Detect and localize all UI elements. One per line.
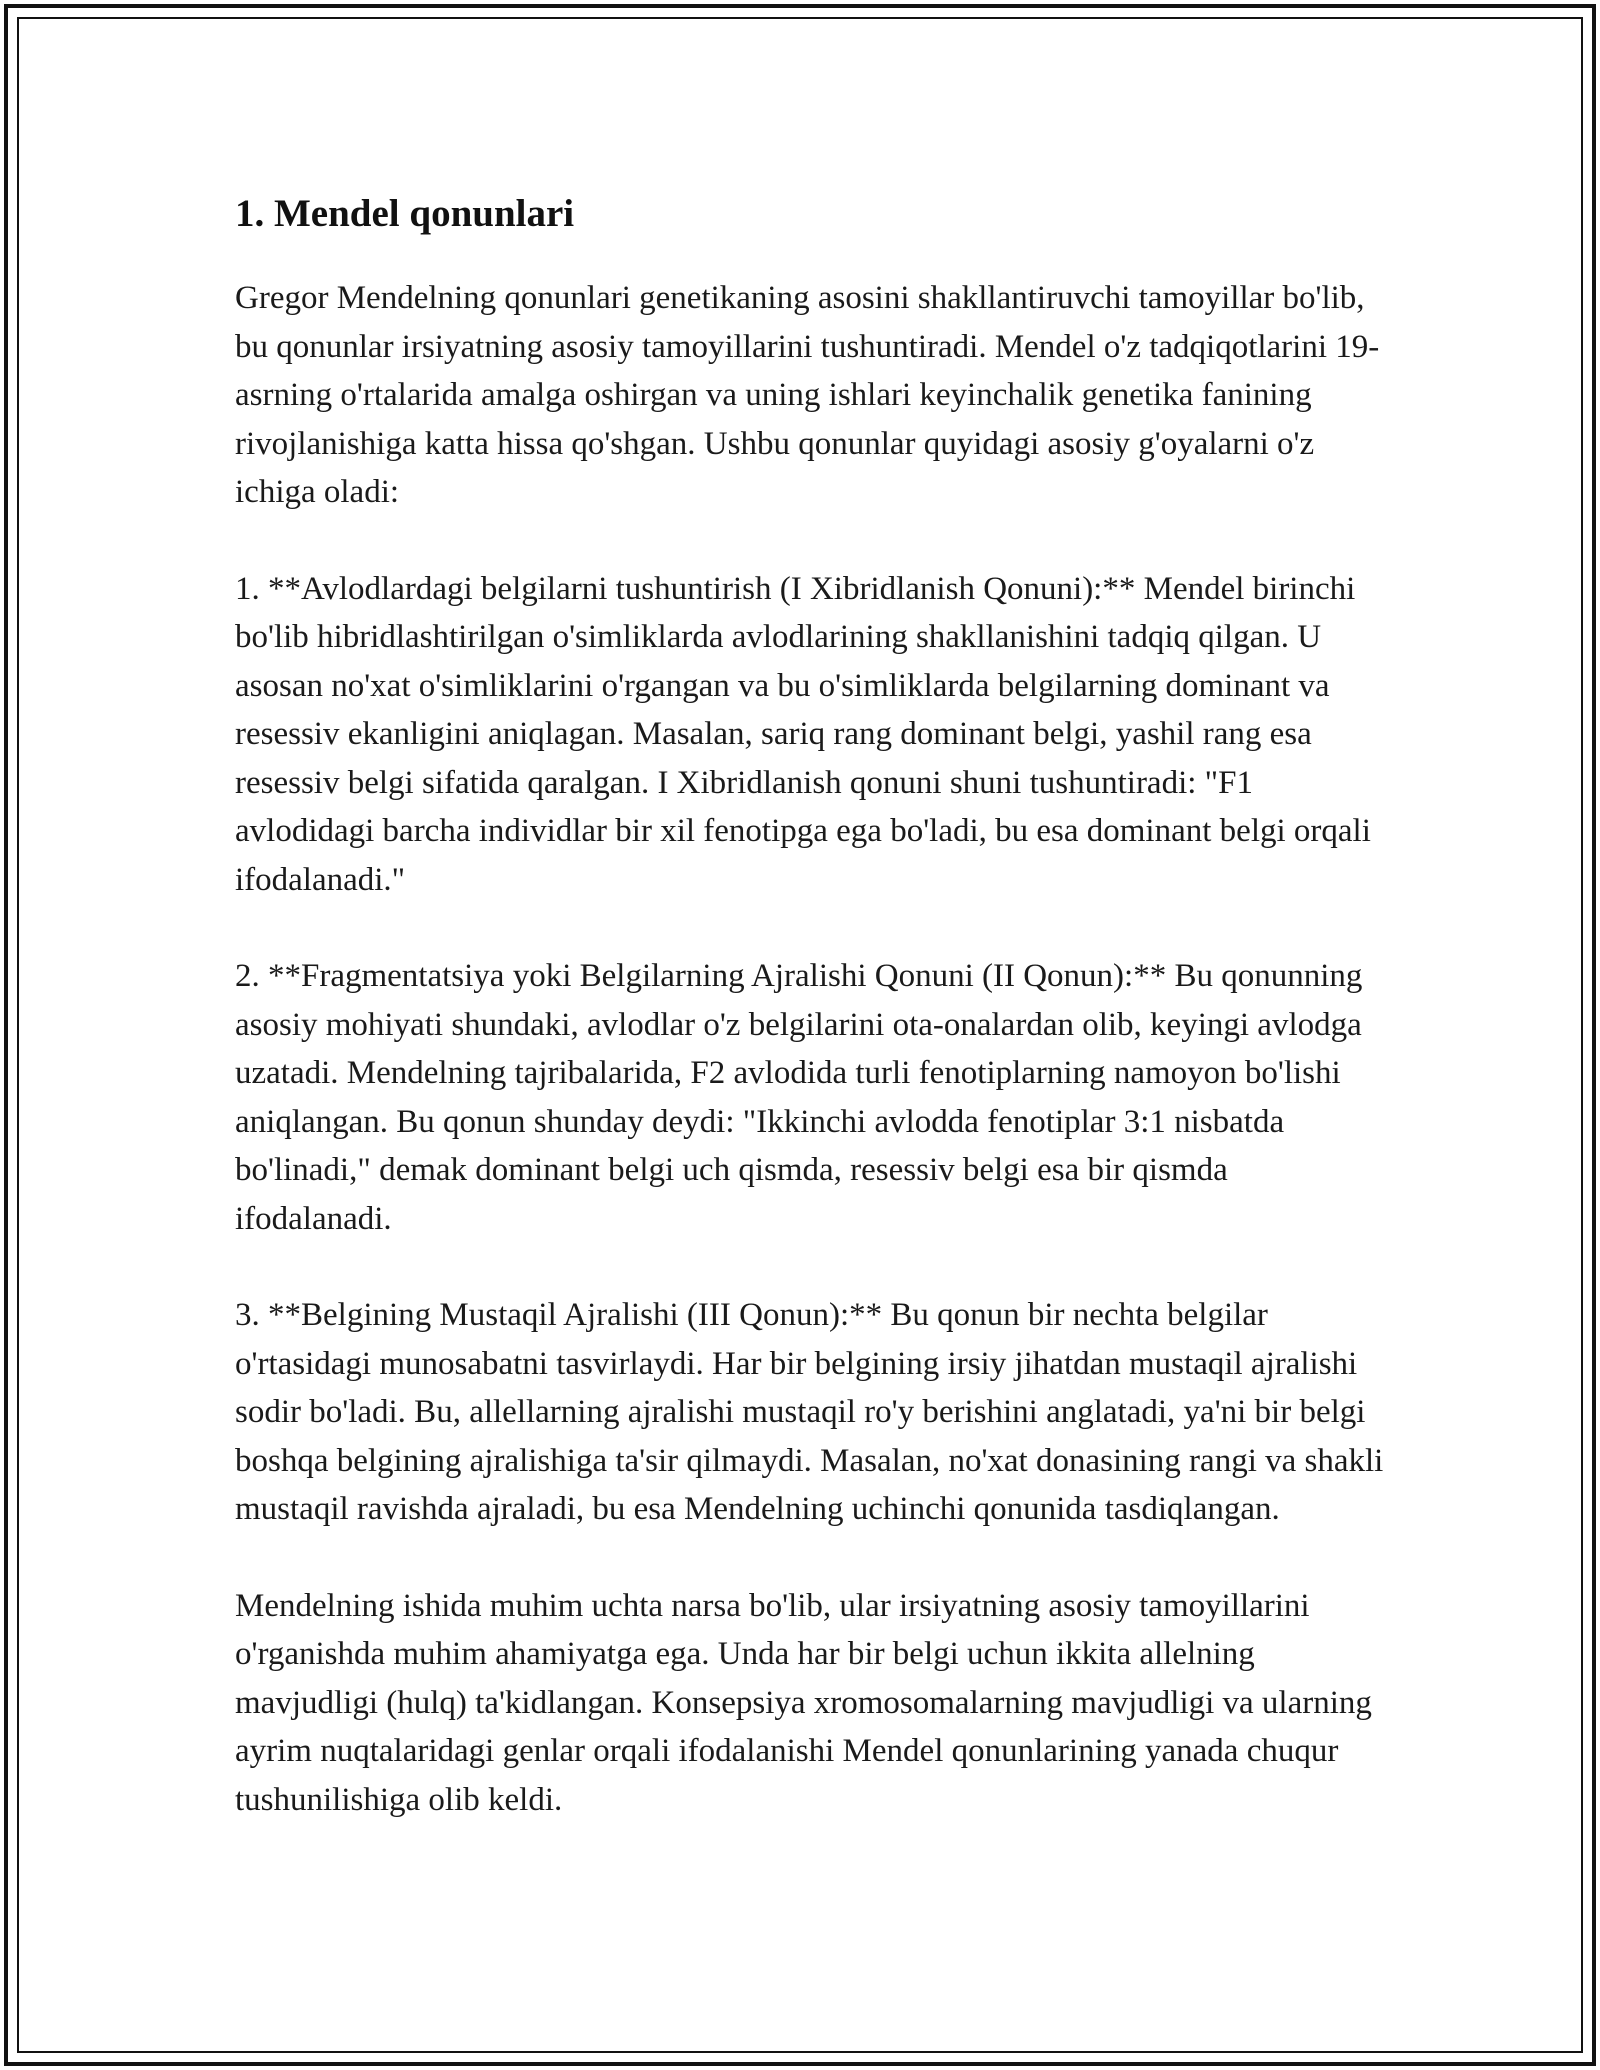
document-body [235, 188, 1385, 1824]
intro-paragraph: Gregor Mendelning qonunlari genetikaning asosini shakllantiruvchi tamoyillar bo'lib, bu qonunlar irsiyatning asosiy tamoyillarini tushuntiradi. Mendel o'z tadqiqotlarini 19-asrning o'rtalarida amalga oshirgan va uning ishlari keyinchalik genetika fanining rivojlanishiga katta hissa qo'shgan. Ushbu qonunlar quyidagi asosiy g'oyalarni o'z ichiga oladi: [235, 280, 1380, 510]
law-one-paragraph: 1. **Avlodlardagi belgilarni tushuntirish (I Xibridlanish Qonuni):** Mendel birinchi bo'lib hibridlashtirilgan o'simliklarda avlodlarining shakllanishini tadqiq qilgan. U asosan no'xat o'simliklarini o'rgangan va bu o'simliklarda belgilarning dominant va resessiv ekanligini aniqlagan. Masalan, sariq rang dominant belgi, yashil rang esa resessiv belgi sifatida qaralgan. I Xibridlanish qonuni shuni tushuntiradi: "F1 avlodidagi barcha individlar bir xil fenotipga ega bo'ladi, bu esa dominant belgi orqali ifodalanadi." [235, 570, 1371, 898]
law-three-paragraph: 3. **Belgining Mustaqil Ajralishi (III Qonun):** Bu qonun bir nechta belgilar o'rtasidagi munosabatni tasvirlaydi. Har bir belgining irsiy jihatdan mustaqil ajralishi sodir bo'ladi. Bu, allellarning ajralishi mustaqil ro'y berishini anglatadi, ya'ni bir belgi boshqa belgining ajralishiga ta'sir qilmaydi. Masalan, no'xat donasining rangi va shakli mustaqil ravishda ajraladi, bu esa Mendelning uchinchi qonunida tasdiqlangan. [235, 1297, 1384, 1527]
document-title: 1. Mendel qonunlari [235, 192, 575, 235]
conclusion-paragraph: Mendelning ishida muhim uchta narsa bo'lib, ular irsiyatning asosiy tamoyillarini o'rganishda muhim ahamiyatga ega. Unda har bir belgi uchun ikkita allelning mavjudligi (hulq) ta'kidlangan. Konsepsiya xromosomalarning mavjudligi va ularning ayrim nuqtalaridagi genlar orqali ifodalanishi Mendel qonunlarining yanada chuqur tushunilishiga olib keldi. [235, 1587, 1372, 1818]
law-two-paragraph: 2. **Fragmentatsiya yoki Belgilarning Ajralishi Qonuni (II Qonun):** Bu qonunning asosiy mohiyati shundaki, avlodlar o'z belgilarini ota-onalardan olib, keyingi avlodga uzatadi. Mendelning tajribalarida, F2 avlodida turli fenotiplarning namoyon bo'lishi aniqlangan. Bu qonun shunday deydi: "Ikkinchi avlodda fenotiplar 3:1 nisbatda bo'linadi," demak dominant belgi uch qismda, resessiv belgi esa bir qismda ifodalanadi. [235, 958, 1363, 1237]
